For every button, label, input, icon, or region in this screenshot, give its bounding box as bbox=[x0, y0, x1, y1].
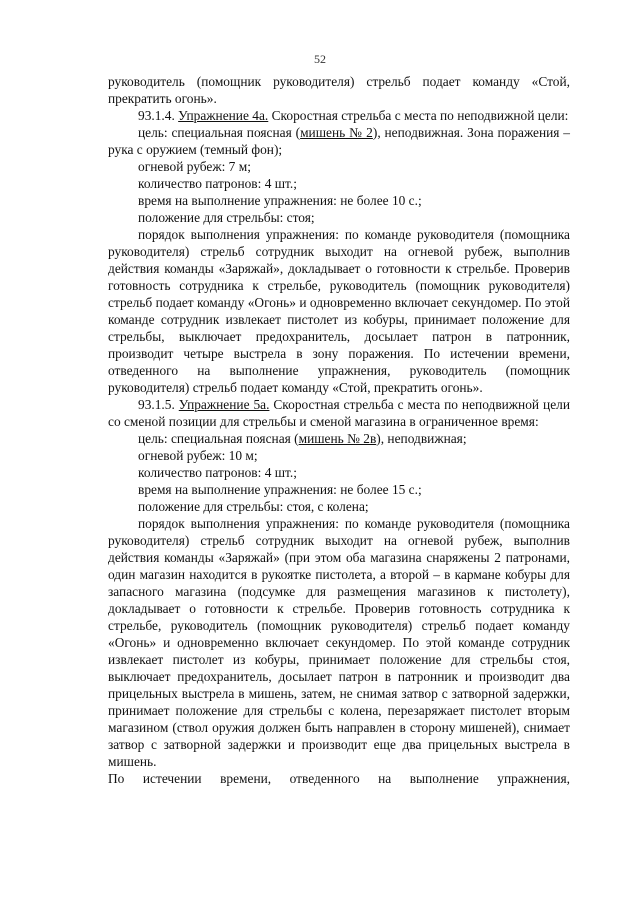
underlined-reference: мишень № 2в bbox=[298, 431, 377, 446]
text-run: время на выполнение упражнения: не более 10 с.; bbox=[138, 193, 422, 208]
paragraph bbox=[108, 770, 570, 787]
underlined-reference: Упражнение 4а. bbox=[178, 108, 269, 123]
text-run: Скоростная стрельба с места по неподвижной цели: bbox=[268, 108, 569, 123]
paragraph bbox=[108, 498, 570, 515]
text-run: порядок выполнения упражнения: по команде руководителя (помощника руководителя) стрельб сотрудник выходит на огневой рубеж, выполнив действия команды «Заряжай», докладывает о готовности к стрельбе. Проверив готовность сотрудника к стрельбе, руководитель (помощник руководителя) стрельб подает команду «Огонь» и одновременно включает секундомер. По этой команде сотрудник извлекает пистолет из кобуры, принимает положение для стрельбы, выключает предохранитель, досылает патрон в патронник, производит четыре выстрела в зону поражения. По истечении времени, отведенного на выполнение упражнения, руководитель (помощник руководителя) стрельб подает команду «Стой, прекратить огонь». bbox=[108, 227, 570, 395]
text-run: 93.1.4. bbox=[138, 108, 179, 123]
text-run: ), неподвижная. Зона поражения – рука с оружием (темный фон); bbox=[108, 125, 570, 157]
paragraph bbox=[108, 464, 570, 481]
paragraph bbox=[108, 73, 570, 107]
text-run: По истечении времени, отведенного на выполнение упражнения, bbox=[108, 771, 570, 786]
text-run: положение для стрельбы: стоя, с колена; bbox=[138, 499, 369, 514]
text-run: цель: специальная поясная ( bbox=[138, 431, 299, 446]
underlined-reference: Упражнение 5а. bbox=[178, 397, 270, 412]
text-run: количество патронов: 4 шт.; bbox=[138, 176, 297, 191]
page-number: 52 bbox=[314, 52, 326, 66]
paragraph bbox=[108, 447, 570, 464]
document-body bbox=[108, 73, 570, 787]
paragraph bbox=[108, 124, 570, 158]
paragraph bbox=[108, 481, 570, 498]
underlined-reference: мишень № 2 bbox=[300, 125, 373, 140]
text-run: руководитель (помощник руководителя) стрельб подает команду «Стой, прекратить огонь». bbox=[108, 74, 570, 106]
text-run: огневой рубеж: 7 м; bbox=[138, 159, 251, 174]
text-run: порядок выполнения упражнения: по команде руководителя (помощника руководителя) стрельб сотрудник выходит на огневой рубеж, выполнив действия команды «Заряжай» (при этом оба магазина снаряжены 2 патронами, один магазин находится в рукоятке пистолета, а второй – в кармане кобуры для запасного магазина (подсумке для размещения магазинов к пистолету), докладывает о готовности к стрельбе. Проверив готовность сотрудника к стрельбе, руководитель (помощник руководителя) стрельб подает команду «Огонь» и одновременно включает секундомер. По этой команде сотрудник извлекает пистолет из кобуры, принимает положение для стрельбы стоя, выключает предохранитель, досылает патрон в патронник и производит два прицельных выстрела в мишень, затем, не снимая затвор с затворной задержки, принимает положение для стрельбы с колена, перезаряжает пистолет вторым магазином (ствол оружия должен быть направлен в сторону мишеней), снимает затвор с затворной задержки и производит еще два прицельных выстрела в мишень. bbox=[108, 516, 570, 769]
paragraph bbox=[108, 192, 570, 209]
text-run: положение для стрельбы: стоя; bbox=[138, 210, 315, 225]
paragraph bbox=[108, 175, 570, 192]
text-run: время на выполнение упражнения: не более 15 с.; bbox=[138, 482, 422, 497]
paragraph bbox=[108, 209, 570, 226]
paragraph bbox=[108, 396, 570, 430]
paragraph bbox=[108, 430, 570, 447]
text-run: количество патронов: 4 шт.; bbox=[138, 465, 297, 480]
text-run: цель: специальная поясная ( bbox=[138, 125, 301, 140]
text-run: 93.1.5. bbox=[138, 397, 179, 412]
paragraph bbox=[108, 107, 570, 124]
text-run: Скоростная стрельба с места по неподвижной цели со сменой позиции для стрельбы и сменой магазина в ограниченное время: bbox=[108, 397, 570, 429]
text-run: огневой рубеж: 10 м; bbox=[138, 448, 258, 463]
paragraph bbox=[108, 515, 570, 770]
paragraph bbox=[108, 158, 570, 175]
paragraph bbox=[108, 226, 570, 396]
text-run: ), неподвижная; bbox=[376, 431, 467, 446]
